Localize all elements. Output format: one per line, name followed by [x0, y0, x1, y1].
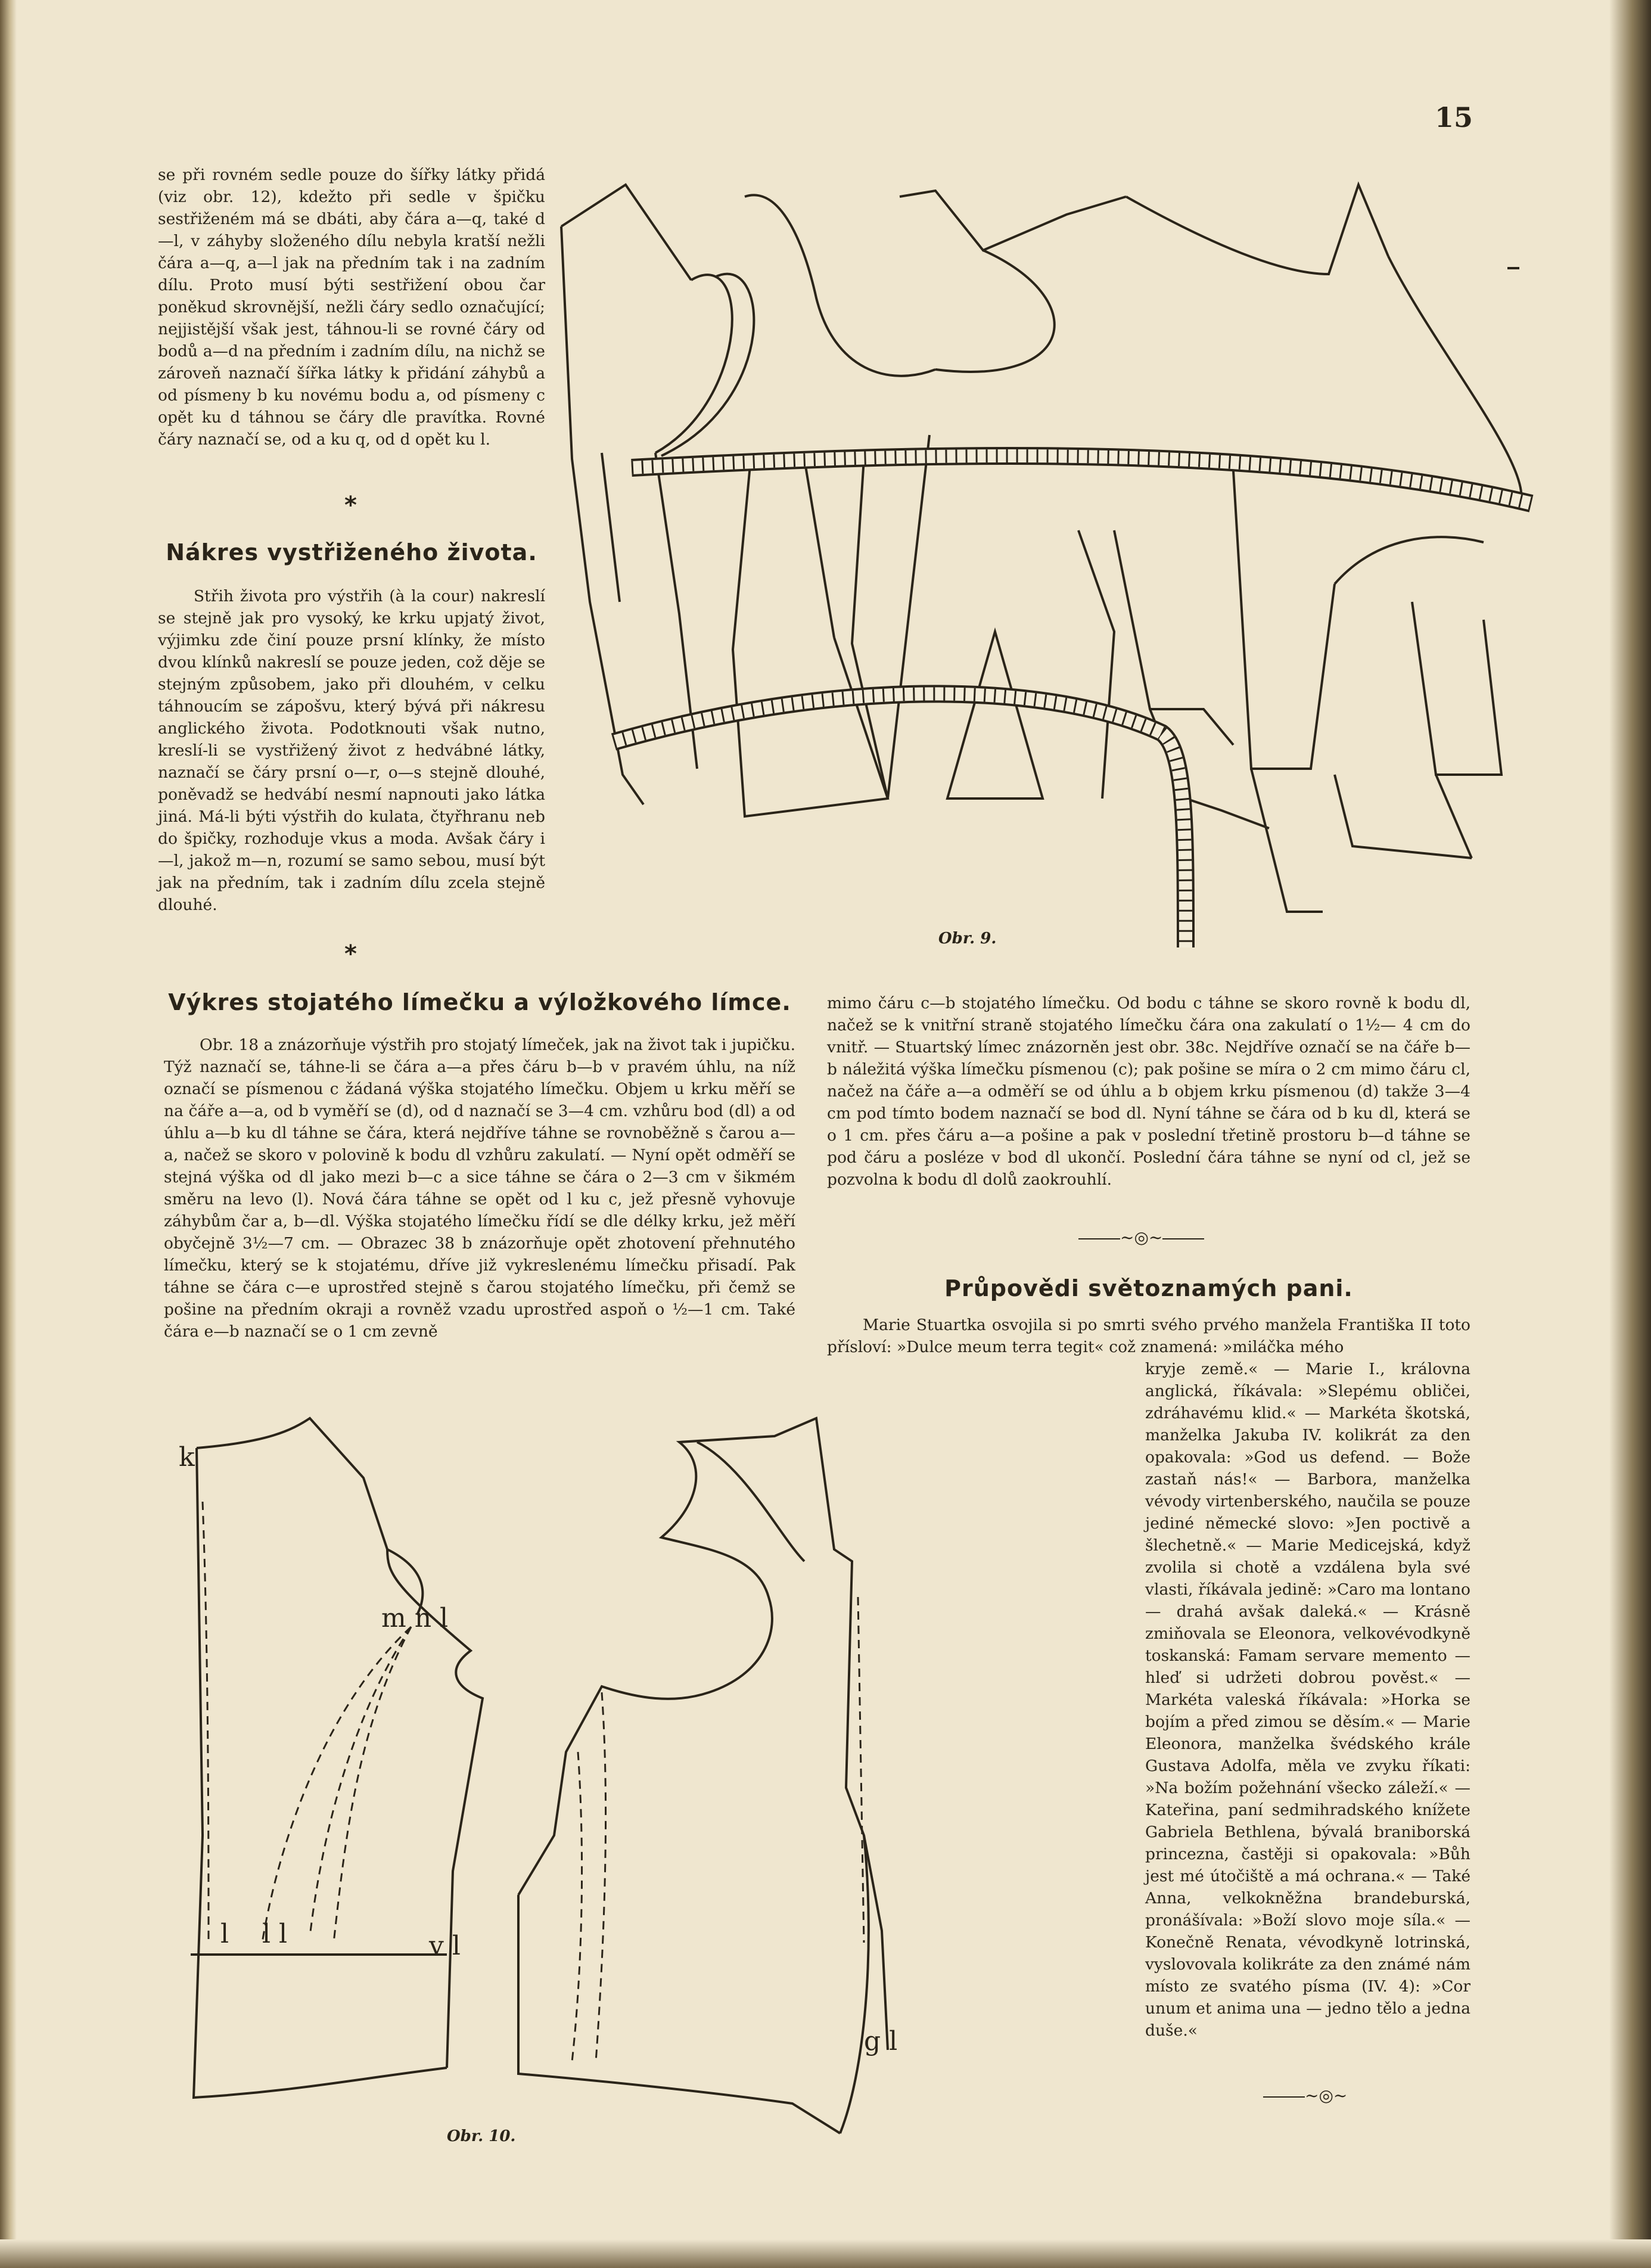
separator-star-2: *: [344, 940, 357, 968]
figure-10-diagram: [173, 1418, 1126, 2133]
page-number: 15: [1435, 101, 1473, 133]
separator-star-1: *: [344, 492, 357, 519]
figure-10-label-vl: v l: [429, 1931, 461, 1961]
top-left-paragraph: [158, 164, 545, 451]
ornament-end: [1263, 2086, 1347, 2105]
figure-10-label-gl: g l: [864, 2026, 898, 2056]
figure-9-caption: Obr. 9.: [938, 930, 997, 947]
page-edge-bottom: [0, 2239, 1651, 2268]
section2-left-column: [164, 1034, 795, 1343]
ornament-divider: [1078, 1228, 1204, 1247]
section3-intro: [827, 1314, 1470, 1358]
section1-body: [158, 585, 545, 916]
page-edge-left: [0, 0, 17, 2268]
section3-intro-text: Marie Stuartka osvojila si po smrti svého prvého manžela Františka II toto přísloví: »Dulce meum terra tegit« což znamená: »miláčka mého: [827, 1316, 1470, 1356]
top-left-text: se při rovném sedle pouze do šířky látky přidá (viz obr. 12), kdežto při sedle v špičku sestřiženém má se dbáti, aby čára a—q, také d—l, v záhyby složeného dílu nebyla kratší nežli čára a—q, a—l jak na předním tak i na zadním dílu. Proto musí býti sestřižení obou čar poněkud skrovnější, nežli čáry sedlo označující; nejjistější však jest, táhnou-li se rovné čáry od bodů a—d na předním i zadním dílu, na nichž se zároveň naznačí šířka látky k přidání záhybů a od písmeny b ku novému bodu a, od písmeny c opět ku d táhnou se čáry dle pravítka. Rovné čáry naznačí se, od a ku q, od d opět ku l.: [158, 166, 545, 449]
figure-9-diagram: [554, 173, 1543, 971]
section3-text: kryje země.« — Marie I., královna anglická, říkávala: »Slepému obličei, zdráhavému klid.« — Markéta škotská, manželka Jakuba IV. kolikrát za den opakovala: »God us defend. — Bože zastaň nás!« — Barbora, manželka vévody virtenberského, naučila se pouze jediné německé slovo: »Jen poctivě a šlechetně.« — Marie Medicejská, když zvolila si chotě a vzdálena byla své vlasti, říkávala jedině: »Caro ma lontano — drahá avšak daleká.« — Krásně zmiňovala se Eleonora, velkovévodkyně toskanská: Famam servare memento — hleď si udržeti dobrou pověst.« — Markéta valeská říkávala: »Horka se bojím a před zimou se děsím.« — Marie Eleonora, manželka švédského krále Gustava Adolfa, měla ve zvyku říkati: »Na božím požehnání všecko záleží.« — Kateřina, paní sedmihradského knížete Gabriela Bethlena, bývalá braniborská princezna, častěji si opakovala: »Bůh jest mé útočiště a má ochrana.« — Také Anna, velkokněžna brandeburská, pronášívala: »Boží slovo moje síla.« — Konečně Renata, vévodkyně lotrinská, vyslovovala kolikráte za den známé nám místo ze svatého písma (IV. 4): »Cor unum et anima una — jedno tělo a jedna duše.«: [1145, 1360, 1470, 2040]
section3-heading: Průpovědi světoznamých pani.: [944, 1275, 1353, 1301]
figure-10-label-l1: l l: [262, 1919, 288, 1949]
section2-right-column: [827, 992, 1470, 1191]
ornament-end-glyph: ~◎~: [1305, 2086, 1348, 2105]
section1-text: Střih života pro výstřih (à la cour) nakreslí se stejně jak pro vysoký, ke krku upjatý život, výjimku zde činí pouze prsní klínky, že místo dvou klínků nakreslí se pouze jeden, což děje se stejným způsobem, jako při dlouhém, v celku táhnoucím se zápošvu, který bývá při nákresu anglického života. Podotknouti však nutno, kreslí-li se vystřižený život z hedvábné látky, naznačí se čáry prsní o—r, o—s stejně dlouhé, poněvadž se hedvábí nesmí napnouti jako látka jiná. Má-li býti výstřih do kulata, čtyřhranu neb do špičky, rozhoduje vkus a moda. Avšak čáry i—l, jakož m—n, rozumí se samo sebou, musí být jak na předním, tak i zadním dílu zcela stejně dlouhé.: [158, 587, 545, 914]
section2-text-right: mimo čáru c—b stojatého límečku. Od bodu c táhne se skoro rovně k bodu dl, načež se k vnitřní straně stojatého límečku čára ona zakulatí o 1½— 4 cm do vnitř. — Stuartský límec znázorněn jest obr. 38c. Nejdříve označí se na čáře b—b náležitá výška límečku písmenou (c); pak pošine se míra o 2 cm mimo čáru cl, načež na čáře a—a odměří se od úhlu a b objem krku písmenou (d) takže 3—4 cm pod tímto bodem naznačí se bod dl. Nyní táhne se čára od b ku dl, která se o 1 cm. přes čáru a—a pošine a pak v poslední třetině prostoru b—d táhne se pod čáru a posléze v bod dl ukončí. Poslední čára táhne se nyní od cl, jež se pozvolna k bodu dl dolů zaokrouhlí.: [827, 994, 1470, 1189]
figure-10-label-mn: m n l: [381, 1603, 449, 1633]
section1-heading: Nákres vystřiženého života.: [166, 539, 537, 566]
section2-text-left: Obr. 18 a znázorňuje výstřih pro stojatý límeček, jak na život tak i jupičku. Týž naznačí se, táhne-li se čára a—a přes čáru b—b v pravém úhlu, na níž označí se písmenou c žádaná výška stojatého límečku. Objem u krku měří se na čáře a—a, od b vyměří se (d), od d naznačí se 3—4 cm. vzhůru bod (dl) a od úhlu a—b ku dl táhne se čára, která nejdříve táhne se rovnoběžně s čarou a—a, načež se skoro v polovině k bodu dl vzhůru zakulatí. — Nyní opět odměří se stejná výška od dl jako mezi b—c a sice táhne se čára o 2—3 cm v šikmém směru na levo (l). Nová čára táhne se opět od l ku c, jež přesně vyhovuje záhybům čar a, b—dl. Výška stojatého límečku řídí se dle délky krku, jež měří obyčejně 3½—7 cm. — Obrazec 38 b znázorňuje opět zhotovení přehnutého límečku, který se k stojatému, dříve již vykreslenému límečku přisadí. Pak táhne se čára c—e uprostřed stejně s čarou stojatého límečku, při čemž se pošine na předním okraji a rovněž vzadu uprostřed aspoň o ½—1 cm. Také čára e—b naznačí se o 1 cm zevně: [164, 1036, 795, 1341]
section2-heading: Výkres stojatého límečku a výložkového límce.: [168, 989, 791, 1015]
figure-10-caption: Obr. 10.: [447, 2127, 516, 2145]
section3-body: [1145, 1358, 1470, 2042]
figure-10-label-l: l: [220, 1919, 229, 1949]
tape-measure-bottom: [614, 694, 1186, 947]
tape-measure-top: [632, 456, 1531, 504]
ornament-glyph: ~◎~: [1120, 1228, 1163, 1247]
figure-10-label-k: k: [179, 1442, 195, 1472]
page-edge-right: [1609, 0, 1651, 2268]
